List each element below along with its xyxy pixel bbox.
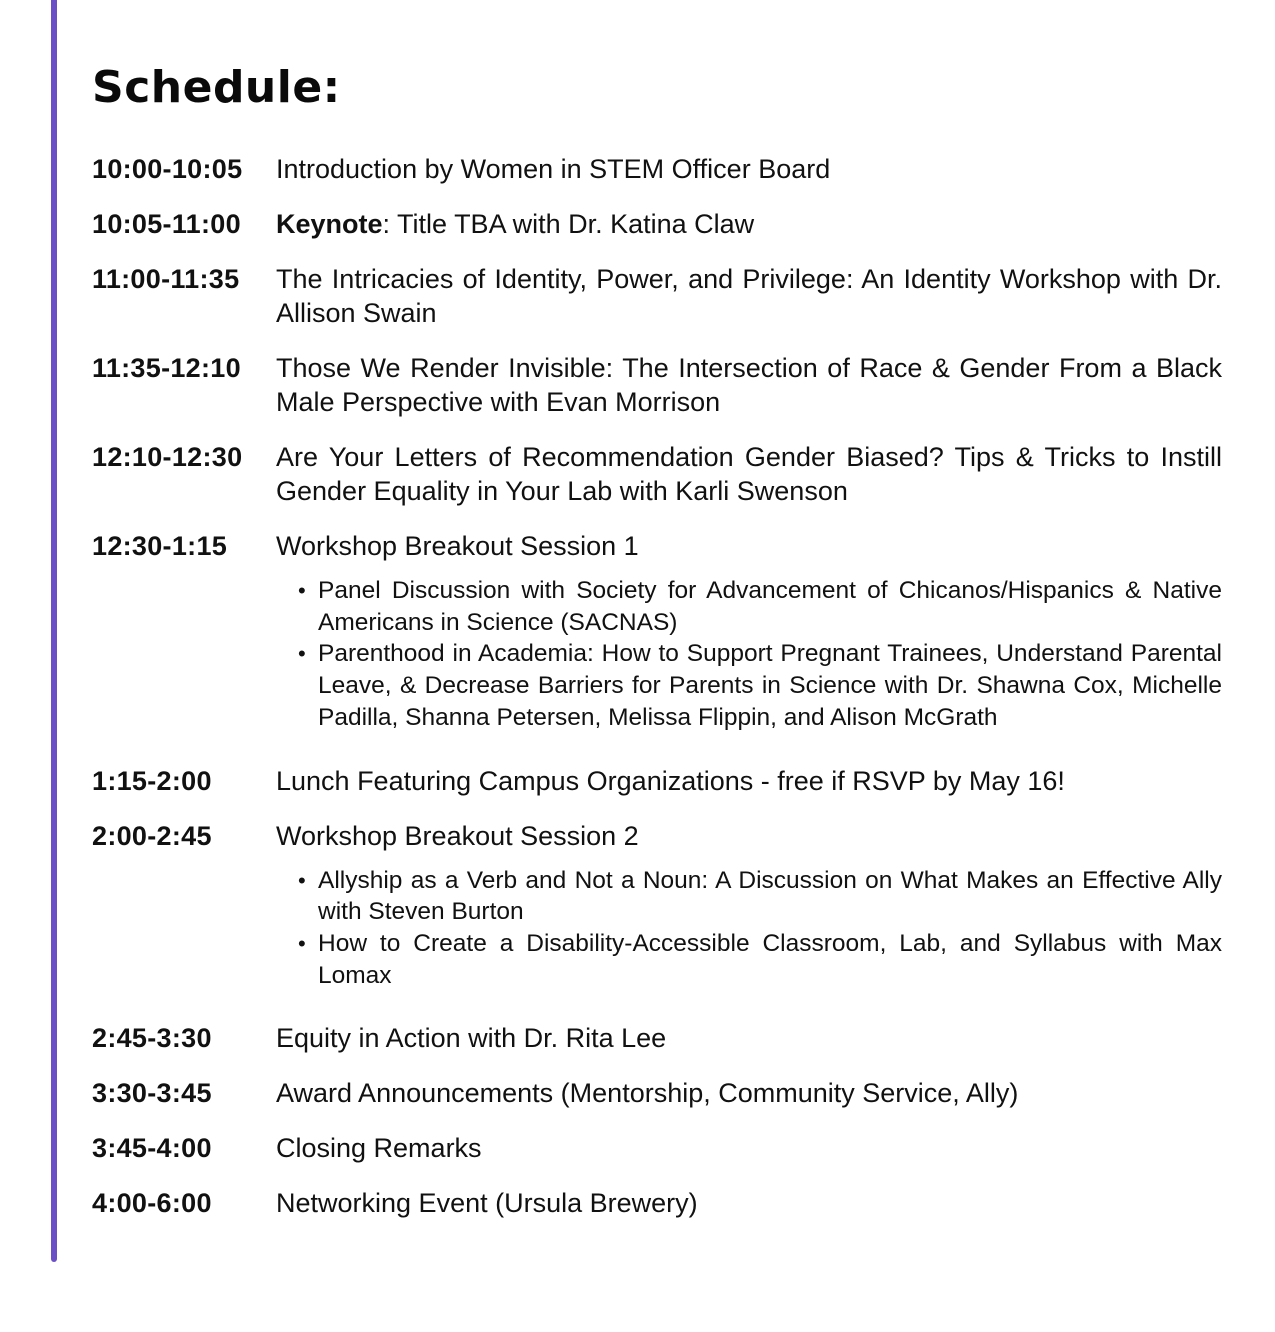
event-description: Closing Remarks: [276, 1133, 482, 1164]
keynote-text: : Title TBA with Dr. Katina Claw: [382, 209, 755, 239]
time-slot: 11:35-12:10: [92, 353, 241, 383]
breakout-session-list: [276, 865, 1222, 992]
schedule-row: [92, 764, 1222, 798]
time-slot: 2:45-3:30: [92, 1023, 212, 1054]
event-description: Equity in Action with Dr. Rita Lee: [276, 1023, 667, 1054]
breakout-session-list: [276, 575, 1222, 734]
time-slot: 4:00-6:00: [92, 1188, 212, 1219]
schedule-list: [92, 152, 1222, 1241]
time-slot: 3:30-3:45: [92, 1078, 212, 1109]
schedule-row: [92, 207, 1222, 241]
time-slot: 12:30-1:15: [92, 531, 228, 561]
schedule-row: [92, 819, 1222, 992]
time-slot: 2:00-2:45: [92, 820, 212, 851]
bullet-icon: •: [298, 641, 306, 667]
schedule-row: [92, 440, 1222, 508]
page-title: Schedule:: [92, 62, 341, 113]
schedule-row: [92, 1076, 1222, 1110]
event-description: [276, 819, 1222, 992]
breakout-session-item: • Allyship as a Verb and Not a Noun: A Discussion on What Makes an Effective Ally with Steven Burton: [298, 866, 1222, 926]
event-description: Introduction by Women in STEM Officer Board: [276, 154, 831, 184]
accent-bar: [51, 0, 57, 1262]
schedule-row: [92, 152, 1222, 186]
schedule-row: [92, 1186, 1222, 1220]
schedule-row: [92, 262, 1222, 330]
time-slot: 10:00-10:05: [92, 154, 243, 184]
schedule-row: [92, 1131, 1222, 1165]
bullet-icon: •: [298, 867, 306, 893]
event-title: Workshop Breakout Session 1: [276, 531, 639, 561]
keynote-label: Keynote: [276, 209, 383, 239]
schedule-row: [92, 529, 1222, 734]
event-description: Are Your Letters of Recommendation Gender Biased? Tips & Tricks to Instill Gender Equality in Your Lab with Karli Swenson: [276, 442, 1222, 506]
time-slot: 12:10-12:30: [92, 442, 243, 472]
time-slot: 11:00-11:35: [92, 264, 240, 294]
bullet-icon: •: [298, 578, 306, 603]
event-description: Those We Render Invisible: The Intersection of Race & Gender From a Black Male Perspective with Evan Morrison: [276, 353, 1222, 417]
schedule-row: [92, 1021, 1222, 1055]
event-description: Award Announcements (Mentorship, Community Service, Ally): [276, 1078, 1019, 1109]
breakout-session-item: • Parenthood in Academia: How to Support Pregnant Trainees, Understand Parental Leave, & Decrease Barriers for Parents in Science with Dr. Shawna Cox, Michelle Padilla, Shanna Petersen, Melissa Flippin, and Alison McGrath: [298, 640, 1222, 731]
breakout-session-item: • Panel Discussion with Society for Advancement of Chicanos/Hispanics & Native Americans in Science (SACNAS): [298, 577, 1222, 636]
event-description: Lunch Featuring Campus Organizations - free if RSVP by May 16!: [276, 765, 1065, 796]
event-title: Workshop Breakout Session 2: [276, 820, 639, 851]
time-slot: 10:05-11:00: [92, 209, 241, 239]
bullet-icon: •: [298, 930, 306, 956]
event-description: The Intricacies of Identity, Power, and Privilege: An Identity Workshop with Dr. Allison Swain: [276, 264, 1222, 328]
event-description: Networking Event (Ursula Brewery): [276, 1188, 698, 1219]
event-description: [276, 207, 1222, 241]
event-description: [276, 529, 1222, 734]
time-slot: 3:45-4:00: [92, 1133, 212, 1164]
time-slot: 1:15-2:00: [92, 765, 212, 796]
breakout-session-item: • How to Create a Disability-Accessible Classroom, Lab, and Syllabus with Max Lomax: [298, 929, 1222, 989]
schedule-row: [92, 351, 1222, 419]
